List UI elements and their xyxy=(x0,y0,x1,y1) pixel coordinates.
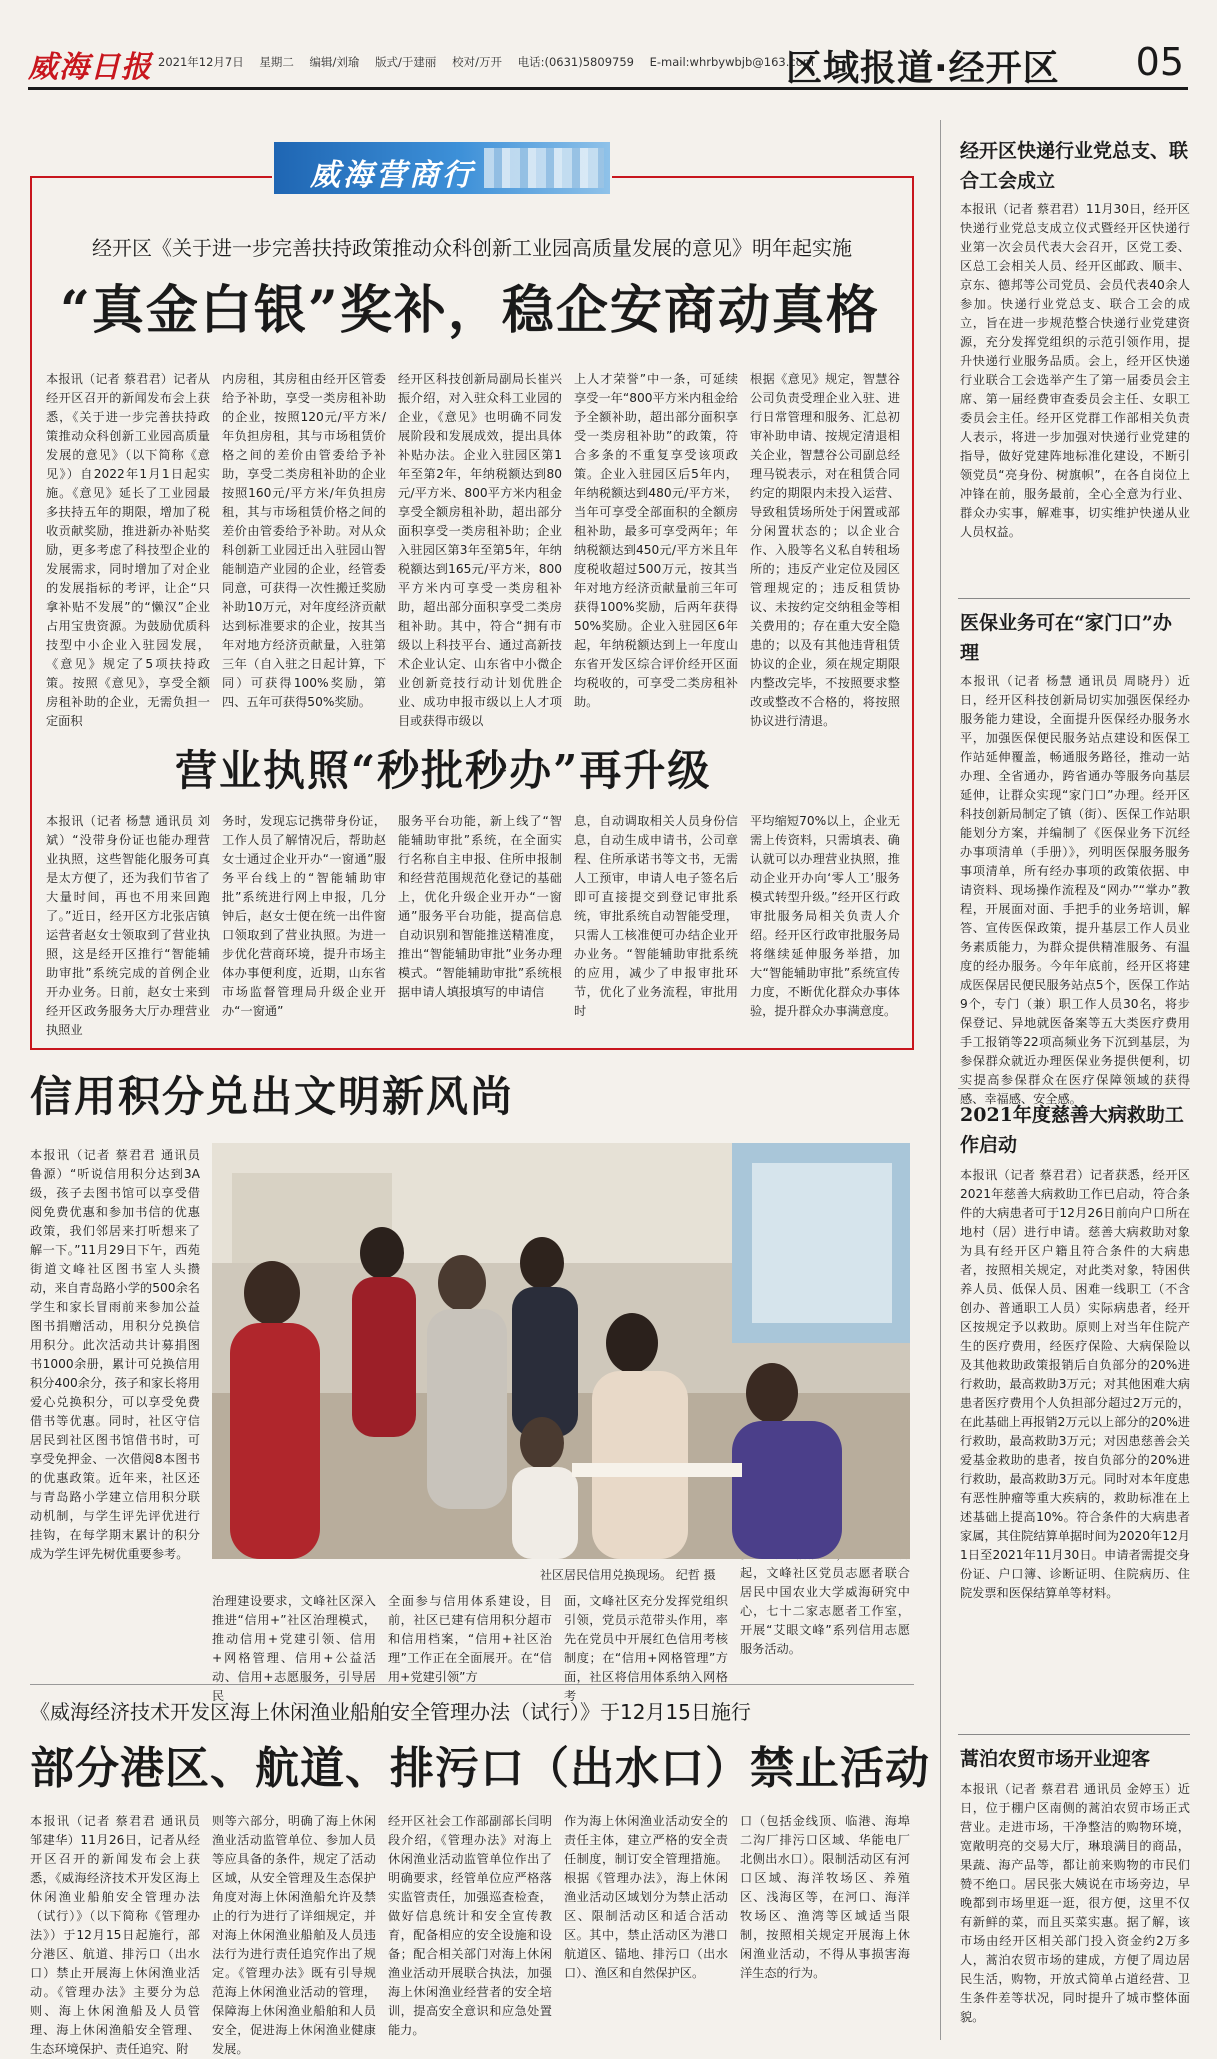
issue-meta xyxy=(158,54,826,70)
story3-col-2: 治理建设要求，文峰社区深入推进“信用+”社区治理模式，推动信用+党建引领、信用+网格管理、信用+公益活动、信用+志愿服务，引导居民 xyxy=(212,1594,376,1703)
story2-col-4: 息，自动调取相关人员身份信息，自动生成申请书，公司章程、住所承诺书等文书，无需人工预审，申请人电子签名后即可直接提交到登记审批系统，审批系统自动智能受理，只需人工核准便可办结企业开办业务。“智能辅助审批系统的应用，减少了申报审批环节，优化了业务流程，审批用时 xyxy=(574,814,738,1018)
story3-headline: 信用积分兑出文明新风尚 xyxy=(30,1072,515,1121)
story2-col-3: 服务平台功能，新上线了“智能辅助审批”系统，在全面实行名称自主申报、住所申报制和经营范围规范化登记的基础上，优化升级企业开办“一窗通”服务平台功能，提高信息自动识别和智能推送精准度，推出“智能辅助审批”业务办理模式。“智能辅助审批”系统根据申请人填报填写的申请信 xyxy=(398,814,562,999)
side2-headline: 医保业务可在“家门口”办理 xyxy=(960,612,1172,664)
issue-phone: 电话:(0631)5809759 xyxy=(517,55,634,69)
page-number: 05 xyxy=(1135,40,1184,84)
story4-kicker: 《威海经济技术开发区海上休闲渔业船舶安全管理办法（试行）》于12月15日施行 xyxy=(30,1700,751,1724)
issue-layout: 版式/于建丽 xyxy=(375,55,437,69)
side-rule-3 xyxy=(958,1734,1190,1735)
side1-body: 本报讯（记者 蔡君君）11月30日，经开区快递行业党总支成立仪式暨经开区快递行业第一次会员代表大会召开，区党工委、区总工会相关人员、经开区邮政、顺丰、京东、德邦等公司党员、会员代表40余人参加。快递行业党总支、联合工会的成立，旨在进一步规范整合快递行业党建资源，充分发挥党组织的示范引领作用，提升快递行业服务品质。会上，经开区快递行业联合工会选举产生了第一届委员会主席、第一届经费审查委员会主任、女职工委员会主任。经开区党群工作部相关负责人表示，将进一步加强对快递行业党建的指导，做好党建阵地标准化建设，不断引领党员“亮身份、树旗帜”，在各自岗位上冲锋在前，服务最前，全心全意为行业、群众办实事，解难事，切实维护快递从业人员权益。 xyxy=(960,202,1190,539)
side-rule-2 xyxy=(958,1088,1190,1089)
story1-headline: “真金白银”奖补，稳企安商动真格 xyxy=(60,280,880,341)
story2-col-2: 务时，发现忘记携带身份证，工作人员了解情况后，帮助赵女士通过企业开办“一窗通”服务平台线上的“智能辅助审批”系统进行网上申报，几分钟后，赵女士便在统一出件窗口领取到了营业执照。为进一步优化营商环境，提升市场主体办事便利度，近期，山东省市场监督管理局升级企业开办“一窗通” xyxy=(222,814,386,1018)
story2-headline: 营业执照“秒批秒办”再升级 xyxy=(175,746,712,795)
issue-proof: 校对/万开 xyxy=(452,55,502,69)
story1-col-1: 本报讯（记者 蔡君君）记者从经开区召开的新闻发布会上获悉，《关于进一步完善扶持政策推动众科创新工业园高质量发展的意见》（以下简称《意见》）自2022年1月1日起实施。《意见》延长了工业园最多扶持五年的期限，增加了税收贡献奖励，推进新办补贴奖励，更多考虑了科技型企业的发展需求，同时增加了对企业的发展指标的考评，让企“只拿补贴不发展”的“懒汉”企业占用宝贵资源。为鼓励优质科技型中小企业入驻园发展，《意见》规定了5项扶持政策。按照《意见》，享受全额房租补助的企业，无需负担一定面积 xyxy=(46,372,210,728)
story3-col-4: 面，文峰社区充分发挥党组织引领，党员示范带头作用，率先在党员中开展红色信用考核制度；在“信用+网格管理”方面，社区将信用体系纳入网格考 xyxy=(564,1594,728,1703)
side4-headline: 蒿泊农贸市场开业迎客 xyxy=(960,1748,1151,1770)
side4-body: 本报讯（记者 蔡君君 通讯员 金婷玉）近日，位于棚户区南侧的蒿泊农贸市场正式营业。走进市场，干净整洁的购物环境，宽敞明亮的交易大厅，琳琅满目的商品，果蔬、海产品等，都让前来购物的市民们赞不绝口。居民张大姨说在市场旁边，早晚都到市场里逛一逛，很方便，这里不仅有新鲜的菜，而且买菜实惠。据了解，该市场由经开区相关部门投入资金约2万多人，蒿泊农贸市场的建成，方便了周边居民生活，购物，开放式简单占道经营、卫生条件差等状况，同时提升了城市整体面貌。 xyxy=(960,1782,1190,2024)
issue-editor: 编辑/刘瑜 xyxy=(309,55,360,69)
side3-headline: 2021年度慈善大病救助工作启动 xyxy=(960,1104,1184,1156)
story4-col-5: 口（包括金线顶、临港、海埠二沟厂排污口区域、华能电厂北侧出水口）。限制活动区有河口区域、海洋牧场区、养殖区、浅海区等，在河口、海洋牧场区、渔湾等区域适当限制，按照相关规定开展海上休闲渔业活动，不得从事损害海洋生态的行为。 xyxy=(740,1814,910,1980)
column-divider xyxy=(940,120,941,2040)
photo-illustration xyxy=(212,1143,910,1559)
side3-body: 本报讯（记者 蔡君君）记者获悉，经开区2021年慈善大病救助工作已启动，符合条件的大病患者可于12月26日前向户口所在地村（居）进行申请。慈善大病救助对象为具有经开区户籍且符合条件的大病患者，按照相关规定，对此类对象，特困供养人员、低保人员、困难一线职工（不含创办、普通职工人员）实际病患者，经开区按规定予以救助。原则上对当年住院产生的医疗费用，经医疗保险、大病保险以及其他救助政策报销后自负部分的20%进行救助，最高救助3万元；对其他困难大病患者医疗费用个人负担部分超过2万元的，在此基础上再报销2万元以上部分的20%进行救助，最高救助3万元；对因患慈善会关爱基金救助的患者，按自负部分的20%进行救助，最高救助3万元。同时对本年度患有恶性肿瘤等重大疾病的，救助标准在上述基础上提高10%。符合条件的大病患者家属，其住院结算单据时间为2020年12月1日至2021年11月30日。申请者需提交身份证、户口簿、诊断证明、住院病历、住院发票和医保结算单等材料。 xyxy=(960,1168,1190,1600)
issue-weekday: 星期二 xyxy=(259,55,294,69)
side1-headline: 经开区快递行业党总支、联合工会成立 xyxy=(960,140,1189,192)
photo-caption: 社区居民信用兑换现场。 纪哲 摄 xyxy=(540,1568,716,1582)
story2-col-5: 平均缩短70%以上，企业无需上传资料，只需填表、确认就可以办理营业执照，推动企业开办向‘零人工’服务模式转型升级。”经开区行政审批服务局相关负责人介绍。经开区行政审批服务局将继续延伸服务举措，加大“智能辅助审批”系统宣传力度，不断优化群众办事体验，提升群众办事满意度。 xyxy=(750,814,900,1018)
banner-photo-strip xyxy=(484,148,604,188)
section-title: 区域报道·经开区 xyxy=(786,48,1060,89)
masthead xyxy=(28,38,1188,90)
story3-col-1: 本报讯（记者 蔡君君 通讯员 鲁源）“听说信用积分达到3A级，孩子去图书馆可以享受借阅免费优惠和参加书信的优惠政策，我们邻居来打听想来了解一下。”11月29日下午，西苑街道文峰社区图书室人头攒动，来自青岛路小学的500余名学生和家长冒雨前来参加公益图书捐赠活动，用积分兑换信用积分。此次活动共计募捐图书1000余册，累计可兑换信用积分400余分，孩子和家长将用爱心兑换积分，可以享受免费借书等优惠。同时，社区守信居民到社区图书馆借书时，可享受免押金、一次借阅8本图书的优惠政策。近年来，社区还与青岛路小学建立信用积分联动机制，与学生评先评优进行挂钩，在每学期末累计的积分成为学生评先树优重要参考。 xyxy=(30,1148,200,1561)
story2-col-1: 本报讯（记者 杨慧 通讯员 刘斌）“没带身份证也能办理营业执照，这些智能化服务可真是太方便了，还为我们节省了大量时间，再也不用来回跑了。”近日，经开区方北张店镇运营者赵女士领取到了营业执照，这是经开区推行“智能辅助审批”系统完成的首例企业开办业务。日前，赵女士来到经开区政务服务大厅办理营业执照业 xyxy=(46,814,210,1037)
story3-col-3: 全面参与信用体系建设，目前，社区已建有信用积分超市和信用档案，“信用+社区治理”工作正在全面展开。在“信用+党建引领”方 xyxy=(388,1594,552,1684)
story4-col-3: 经开区社会工作部副部长闫明段介绍，《管理办法》对海上休闲渔业活动监管单位作出了明确要求，经管单位应严格落实监管责任，加强巡查检查，做好信息统计和安全宣传教育，配备相应的安全设施和设备；配合相关部门对海上休闲渔业活动开展联合执法，加强海上休闲渔业经营者的安全培训，提高安全意识和应急处置能力。 xyxy=(388,1814,552,2037)
story3-col-5: 起，文峰社区党员志愿者联合居民中国农业大学威海研究中心，七十二家志愿者工作室，开展“艾眼文峰”系列信用志愿服务活动。 xyxy=(740,1566,910,1656)
feature-banner xyxy=(272,140,612,196)
banner-label: 威海营商行 xyxy=(310,158,475,193)
story1-col-3: 经开区科技创新局副局长崔兴振介绍，对入驻众科工业园的企业，《意见》也明确不同发展阶段和发展成效，提出具体补贴办法。企业入驻园区第1年至第2年，年纳税额达到80元/平方米、800平方米内租金享受全额房租补助，超出部分面积享受一类房租补助；企业入驻园区第3年至第5年，年纳税额达到165元/平方米，800平方米内可享受一类房租补助，超出部分面积享受二类房租补助。其中，符合“拥有市级以上科技平台、通过高新技术企业认定、山东省中小微企业创新竞技行动计划优胜企业、成功申报市级以上人才项目或获得市级以 xyxy=(398,372,562,728)
story4-col-2: 则等六部分，明确了海上休闲渔业活动监管单位、参加人员等应具备的条件，规定了活动区域，从安全管理及生态保护角度对海上休闲渔船允许及禁止的行为进行了详细规定，并对海上休闲渔业船舶及人员违法行为进行责任追究作出了规定。《管理办法》既有引导规范海上休闲渔业活动的管理，保障海上休闲渔业船舶和人员安全，促进海上休闲渔业健康发展。 xyxy=(212,1814,376,2056)
story4-col-1: 本报讯（记者 蔡君君 通讯员 邹建华）11月26日，记者从经开区召开的新闻发布会上获悉，《威海经济技术开发区海上休闲渔业船舶安全管理办法（试行）》（以下简称《管理办法》）于12月15日起施行，部分港区、航道、排污口（出水口）禁止开展海上休闲渔业活动。《管理办法》主要分为总则、海上休闲渔船及人员管理、海上休闲渔船安全管理、生态环境保护、责任追究、附 xyxy=(30,1814,200,2056)
story1-col-5: 根据《意见》规定，智慧谷公司负责受理企业入驻、进行日常管理和服务、汇总初审补助申请、按规定清退相关企业，智慧谷公司副总经理马锐表示，对在租赁合同约定的期限内未投入运营、导致租赁场所处于闲置或部分闲置状态的；以企业合作、入股等名义私自转租场所的；违反产业定位及园区管理规定的；违反租赁协议、未按约定交纳租金等相关费用的；存在重大安全隐患的；以及有其他违背租赁协议的企业，须在规定期限内整改完毕，不按照要求整改或整改不合格的，将按照协议进行清退。 xyxy=(750,372,900,728)
newspaper-logo: 威海日报 xyxy=(28,50,152,85)
story1-col-2: 内房租，其房租由经开区管委给予补助，享受一类房租补助的企业，按照120元/平方米/年负担房租，其与市场租赁价格之间的差价由管委给予补助，享受二类房租补助的企业按照160元/平方米/年负担房租，其与市场租赁价格之间的差价由管委给予补助。对从众科创新工业园迁出入驻园山智能制造产业园的企业，经管委同意，可获得一次性搬迁奖励补助10万元，对年度经济贡献达到标准要求的企业，按其当年对地方经济贡献量，入驻第三年（自入驻之日起计算，下同）可获得100%奖励，第四、五年可获得50%奖励。 xyxy=(222,372,386,709)
issue-email: E-mail:whrbywbjb@163.com xyxy=(649,55,814,69)
story4-headline: 部分港区、航道、排污口（出水口）禁止活动 xyxy=(30,1743,930,1794)
story1-kicker: 经开区《关于进一步完善扶持政策推动众科创新工业园高质量发展的意见》明年起实施 xyxy=(92,236,852,260)
side-rule-1 xyxy=(958,598,1190,599)
section-rule xyxy=(30,1684,914,1685)
story1-col-4: 上人才荣誉”中一条，可延续享受一年“800平方米内租金给予全额补助，超出部分面积享受一类房租补助”的政策，符合多条的不重复享受该项政策。企业入驻园区后5年内，年纳税额达到480元/平方米，当年可享受全部面积的全额房租补助，最多可享受两年；年纳税额达到450元/平方米且年度税收超过500万元，按其当年对地方经济贡献量前三年可获得100%奖励，后两年获得50%奖励。企业入驻园区6年起，年纳税额达到上一年度山东省开发区综合评价经开区面均税收的，可享受二类房租补助。 xyxy=(574,372,738,709)
news-photo xyxy=(212,1143,910,1559)
story4-col-4: 作为海上休闲渔业活动安全的责任主体，建立严格的安全责任制度，制订安全管理措施。根据《管理办法》，海上休闲渔业活动区域划分为禁止活动区、限制活动区和适合活动区。其中，禁止活动区为港口航道区、锚地、排污口（出水口）、渔区和自然保护区。 xyxy=(564,1814,728,1980)
issue-date: 2021年12月7日 xyxy=(158,55,244,69)
side2-body: 本报讯（记者 杨慧 通讯员 周晓丹）近日，经开区科技创新局切实加强医保经办服务能力建设，全面提升医保经办服务水平，加强医保便民服务站点建设和医保工作站延伸覆盖，畅通服务路径，推动一站办理、全省通办，跨省通办等服务向基层延伸，让群众实现“家门口”办理。经开区科技创新局制定了镇（街）、医保工作站职能划分方案，并编制了《医保业务下沉经办事项清单（手册）》，列明医保服务服务事项清单，所有经办事项的政策依据、申请资料、现场操作流程及“网办”“掌办”教程，开展面对面、手把手的业务培训，解答、宣传医保政策，提升基层工作人员业务素质能力，为群众提供精准服务、有温度的经办服务。今年年底前，经开区将建成医保居民便民服务站点5个，医保工作站9个，专门（兼）职工作人员30名，将步保登记、异地就医备案等五大类医疗费用手工报销等22项高频业务下沉到基层，为参保群众就近办理医保业务提供便利，切实提高参保群众在医疗保障领域的获得感、幸福感、安全感。 xyxy=(960,674,1190,1106)
